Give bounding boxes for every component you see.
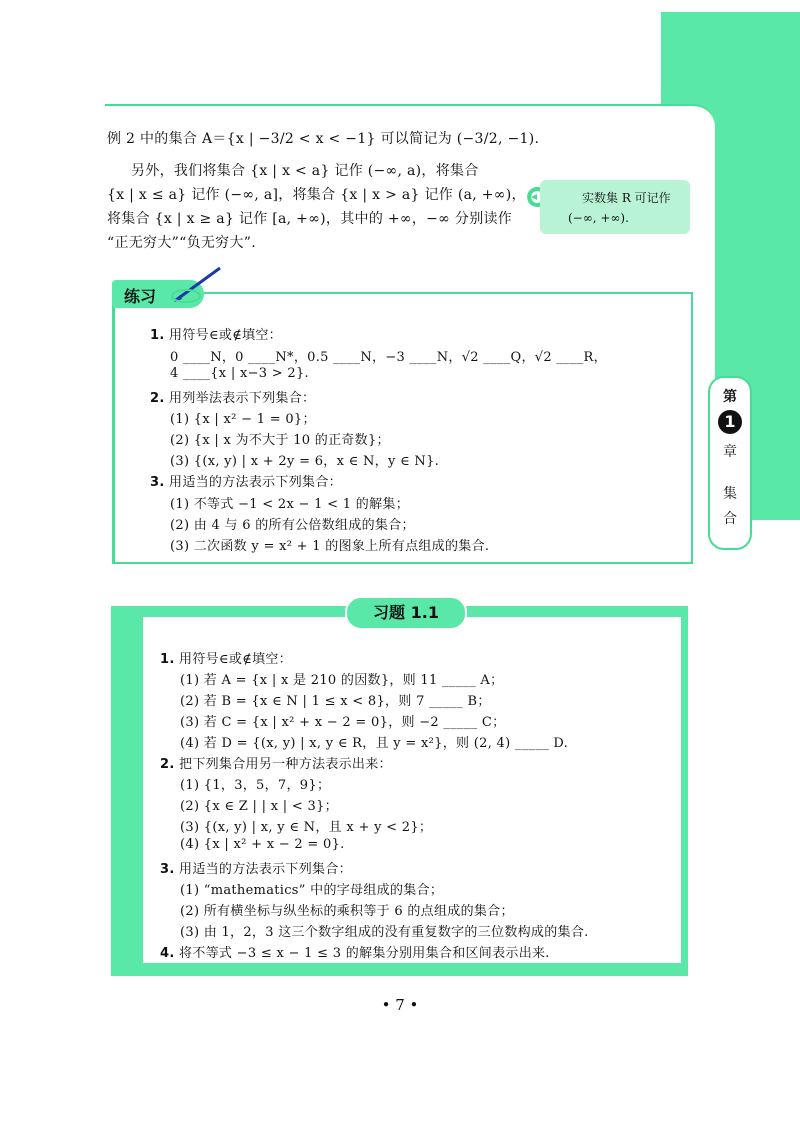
exercise-item-3-sub-3: (3) 由 1，2，3 这三个数字组成的没有重复数字的三位数构成的集合. (180, 925, 589, 940)
practice-item-2-sub-1: (1) {x | x² − 1 = 0}； (170, 412, 316, 427)
exercise-item-4-number: 4. (160, 946, 175, 961)
exercise-item-1 (160, 648, 292, 667)
chapter-tab-he: 合 (723, 511, 737, 527)
chapter-tab-zhang: 章 (723, 444, 737, 460)
practice-item-3-number: 3. (150, 475, 165, 490)
exercise-item-2-number: 2. (160, 757, 175, 772)
intro-line-5: “正无穷大”“负无穷大”. (107, 235, 256, 251)
exercise-item-3-number: 3. (160, 862, 175, 877)
practice-item-1 (150, 324, 282, 343)
practice-item-1-line-2: 0 ____N，0 ____N*，0.5 ____N，−3 ____N，√2 ____Q，√2 ____R， (170, 350, 607, 365)
exercise-item-1-text: 用符号∈或∉填空： (179, 652, 292, 667)
exercise-item-3-text: 用适当的方法表示下列集合： (179, 862, 352, 877)
exercise-item-2-sub-4: (4) {x | x² + x − 2 = 0}. (180, 837, 345, 852)
practice-item-2-text: 用列举法表示下列集合： (169, 391, 316, 406)
practice-item-3-sub-1: (1) 不等式 −1 < 2x − 1 < 1 的解集； (170, 497, 409, 512)
exercise-item-1-sub-4: (4) 若 D = {(x, y) | x, y ∈ R，且 y = x²}，则 (2, 4) _____ D. (180, 736, 569, 751)
practice-item-2-sub-3: (3) {(x, y) | x + 2y = 6，x ∈ N，y ∈ N}. (170, 454, 440, 469)
practice-item-3-text: 用适当的方法表示下列集合： (169, 475, 342, 490)
practice-item-2-number: 2. (150, 391, 165, 406)
intro-line-3: {x | x ≤ a} 记作 (−∞, a]，将集合 {x | x > a} 记作 (a, +∞)， (107, 187, 526, 203)
exercise-item-1-sub-1: (1) 若 A = {x | x 是 210 的因数}，则 11 _____ A； (180, 673, 504, 688)
chapter-tab-di: 第 (723, 389, 737, 405)
page-number: • 7 • (381, 996, 419, 1014)
exercise-item-2-text: 把下列集合用另一种方法表示出来： (179, 757, 392, 772)
practice-item-3-sub-3: (3) 二次函数 y = x² + 1 的图象上所有点组成的集合. (170, 539, 490, 554)
pen-icon (168, 262, 228, 307)
exercise-item-3-sub-2: (2) 所有横坐标与纵坐标的乘积等于 6 的点组成的集合； (180, 904, 514, 919)
exercise-item-3 (160, 858, 352, 877)
practice-item-2-sub-2: (2) {x | x 为不大于 10 的正奇数}； (170, 433, 390, 448)
side-note-line-1: 实数集 R 可记作 (582, 191, 671, 205)
practice-item-3-sub-2: (2) 由 4 与 6 的所有公倍数组成的集合； (170, 518, 415, 533)
intro-line-2: 另外，我们将集合 {x | x < a} 记作 (−∞, a)，将集合 (131, 163, 479, 179)
practice-item-2 (150, 387, 315, 406)
side-note (540, 180, 690, 234)
chapter-tab-ji: 集 (723, 486, 737, 502)
exercise-item-4-text: 将不等式 −3 ≤ x − 1 ≤ 3 的解集分别用集合和区间表示出来. (179, 946, 550, 961)
exercise-title: 习题 1.1 (345, 596, 467, 630)
intro-line-1: 例 2 中的集合 A＝{x | −3/2 < x < −1} 可以简记为 (−3/2, −1). (107, 131, 540, 147)
exercise-item-2-sub-2: (2) {x ∈ Z | | x | < 3}； (180, 799, 338, 814)
chapter-tab (708, 376, 752, 550)
exercise-item-2-sub-1: (1) {1，3，5，7，9}； (180, 778, 331, 793)
practice-item-1-number: 1. (150, 328, 165, 343)
chapter-number-badge: 1 (718, 410, 742, 434)
exercise-item-2-sub-3: (3) {(x, y) | x, y ∈ N，且 x + y < 2}； (180, 820, 433, 835)
practice-item-1-text: 用符号∈或∉填空： (169, 328, 282, 343)
practice-item-1-line-3: 4 ____{x | x−3 > 2}. (170, 366, 309, 381)
practice-label-text: 练习 (124, 287, 157, 306)
exercise-item-3-sub-1: (1) “mathematics” 中的字母组成的集合； (180, 883, 444, 898)
intro-line-4: 将集合 {x | x ≥ a} 记作 [a, +∞)，其中的 +∞，−∞ 分别读作 (107, 211, 513, 227)
exercise-item-1-number: 1. (160, 652, 175, 667)
exercise-item-4 (160, 942, 550, 961)
practice-item-3 (150, 471, 342, 490)
exercise-item-1-sub-2: (2) 若 B = {x ∈ N | 1 ≤ x < 8}，则 7 _____ B； (180, 694, 491, 709)
side-note-line-2: (−∞, +∞). (568, 211, 629, 225)
exercise-item-1-sub-3: (3) 若 C = {x | x² + x − 2 = 0}，则 −2 _____ C； (180, 715, 506, 730)
exercise-item-2 (160, 753, 392, 772)
